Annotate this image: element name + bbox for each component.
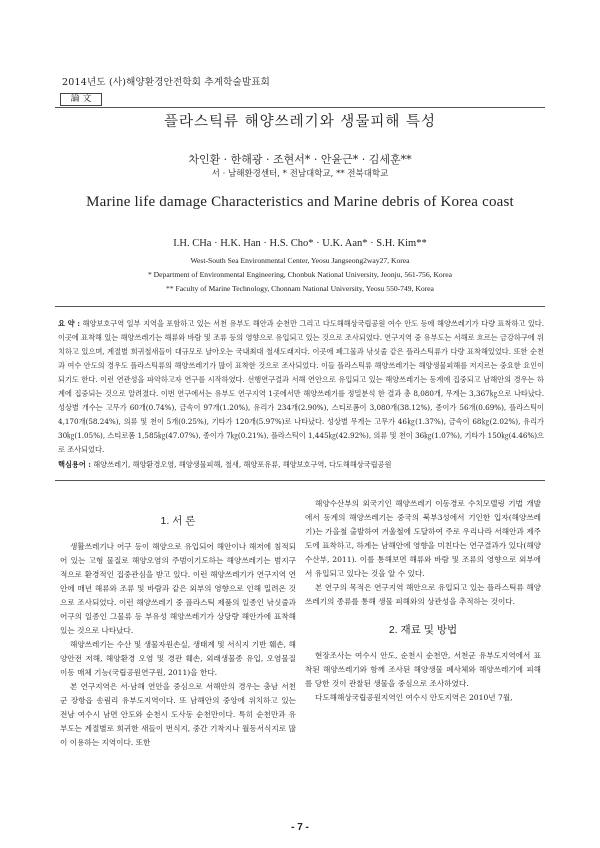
left-column (60, 514, 296, 750)
section-2-title: 2. 재료 및 방법 (388, 624, 458, 636)
intro-continued-paragraph: 본 연구의 목적은 연구지역 해안으로 유입되고 있는 플라스틱류 해양쓰레기의 종류를 통해 생물 피해와의 상관성을 추적하는 것이다. (305, 583, 541, 606)
intro-continued-paragraph: 해양수산부의 외국기인 해양쓰레기 이동경로 수치모델링 기법 개발에서 동계의 해양쓰레기는 중국의 북부3성에서 기인한 입자(해양쓰레기)는 가을철 출발하여 겨울철에 도달하여 주로 우리나라 서해안과 제주도에 표착하고, 하계는 남해안에 영향을 미친다는 연구결과가 있다(해양수산부, 2011). 이를 통해보면 해류와 바람 및 조류의 영향으로 외부에서 유입되고 있다는 것을 알 수 있다. (305, 499, 541, 578)
conference-header: 2014년도 (사)해양환경안전학회 추계학술발표회 (62, 77, 271, 88)
abstract-bottom-rule (55, 480, 545, 481)
abstract-top-rule (55, 306, 545, 307)
section-2-paragraph: 현장조사는 여수시 안도, 순천시 순천만, 서천군 유부도지역에서 표착된 해양쓰레기와 함께 조사된 해양생물 폐사체와 해양쓰레기에 피해를 당한 것이 관찰된 생물을 중심으로 조사하였다. (305, 651, 541, 688)
header-rule (55, 107, 545, 108)
affiliation-english-2: * Department of Environmental Engineering, Chonbuk National University, Jeonju, 561-756, Korea (147, 270, 453, 279)
keywords (58, 460, 544, 470)
affiliation-english-3: ** Faculty of Marine Technology, Chonnam National University, Yeosu 550-749, Korea (166, 284, 434, 293)
section-1-paragraph: 생활쓰레기나 어구 등이 해양으로 유입되어 해안이나 해저에 침적되어 있는 고형 물질로 해양오염의 주범이기도하는 해양쓰레기는 범지구적으로 환경적인 집중관심을 받고 있다. 이런 해양쓰레기가 연구지역 연안에 매년 해류와 조류 및 바람과 같은 외부의 영향으로 인해 밀려온 것으로 조사되었다. 이런 해양쓰레기 중 플라스틱 제품의 일종인 낚싯줄과 어구의 일종인 그물류 등 부유성 해양쓰레기가 상당량 해안가에 표착해있는 것으로 나타났다. (60, 542, 296, 635)
affiliation-korean: 서 · 남해환경센터, * 전남대학교, ** 전북대학교 (211, 169, 389, 179)
affiliation-english-1: West-South Sea Environmental Center, Yeosu Jangseong2way27, Korea (190, 256, 410, 265)
keywords-text: 해양쓰레기, 해양환경오염, 해양생물피해, 철새, 해양포유류, 해양보호구역, 다도해해상국립공원 (93, 460, 392, 469)
paper-type-badge: 論 文 (60, 93, 102, 106)
section-1-paragraph: 본 연구지역은 서·남해 연안을 중심으로 서해안의 경우는 충남 서천군 장항읍 송림리 유부도지역이다. 또 남해안의 중앙에 위치하고 있는 전남 여수시 남면 안도와 순천시 도사동 순천만이다. 특히 순천만과 유부도는 계절별로 희귀한 새들이 번식지, 중간 기착지나 월동서식지로 많이 이용하는 지역이다. 또한 (60, 682, 296, 747)
authors-korean: 차인환 · 한해광 · 조현서* · 안윤근* · 김세훈** (188, 153, 412, 166)
section-2-paragraph: 다도해해상국립공원지역인 여수시 안도지역은 2010년 7월, (315, 693, 513, 702)
title-english: Marine life damage Characteristics and Marine debris of Korea coast (86, 194, 514, 210)
section-1-paragraph: 해양쓰레기는 수산 및 생물자원손실, 생태계 및 서식지 기반 훼손, 해양안전 저해, 해양환경 오염 및 경관 훼손, 외래생물종 유입, 오염물질 이동 매체 기능(국립공원연구원, 2011)을 한다. (60, 640, 296, 677)
authors-english: I.H. CHa · H.K. Han · H.S. Cho* · U.K. Aan* · S.H. Kim** (173, 238, 427, 249)
abstract-text: 해양보호구역 일부 지역을 포함하고 있는 서천 유부도 해안과 순천만 그리고 다도해해상국립공원 여수 안도 등에 해양쓰레기가 다량 표착하고 있다. 이곳에 표착해 있는 해양쓰레기는 해류와 바람 및 조류 등의 영향으로 유입되고 있는 것으로 조사되었다. 연구지역 중 유부도는 서해로 흐르는 금강하구에 위치하고 있으며, 계절별 희귀철새들이 대규모로 날아오는 국내최대 철새도래지다. 이곳에 폐그물과 낚싯줄 같은 플라스틱류가 다량 표착해있었다. 또한 순천과 여수 안도의 경우도 플라스틱류의 해양쓰레기가 많이 표착한 것으로 조사되었다. 이들 플라스틱류 해양쓰레기는 해양생물피해를 저지르는 중요한 요인이 되기도 한다. 이런 연관성을 파악하고자 연구를 시작하였다. 선행연구결과 서해 연안으로 유입되고 있는 해양쓰레기는 동계에 집중되고 남해안의 경우는 하계에 집중되는 것으로 알려졌다. 이번 연구에서는 유부도 연구지역 1곳에서만 해양쓰레기를 정밀분석 한 결과 총 8,080개, 무게는 3,367㎏으로 나타났다. 성상별 개수는 고무가 60개(0.74%), 금속이 97개(1.20%), 유리가 234개(2.90%), 스티로폼이 3,080개(38.12%), 종이가 56개(0.69%), 플라스틱이 4,170개(58.24%), 의류 및 천이 5개(0.25%), 기타가 120개(5.97%)로 나타났다. 성상별 무게는 고무가 46㎏(1.37%), 금속이 68㎏(2.02%), 유리가 30㎏(1.05%), 스티로폼 1,585㎏(47.07%), 종이가 7㎏(0.21%), 플라스틱이 1,445㎏(42.92%), 의류 및 천이 36㎏(1.07%), 기타가 150㎏(4.46%)으로 조사되었다. (58, 319, 545, 454)
right-column (305, 497, 541, 705)
title-korean: 플라스틱류 해양쓰레기와 생물피해 특성 (164, 114, 436, 130)
abstract-label: 요 약 : (58, 319, 80, 328)
abstract (58, 317, 544, 457)
page-number: - 7 - (291, 822, 309, 833)
section-1-title: 1. 서 론 (160, 515, 196, 527)
keywords-label: 핵심용어 : (58, 460, 91, 469)
